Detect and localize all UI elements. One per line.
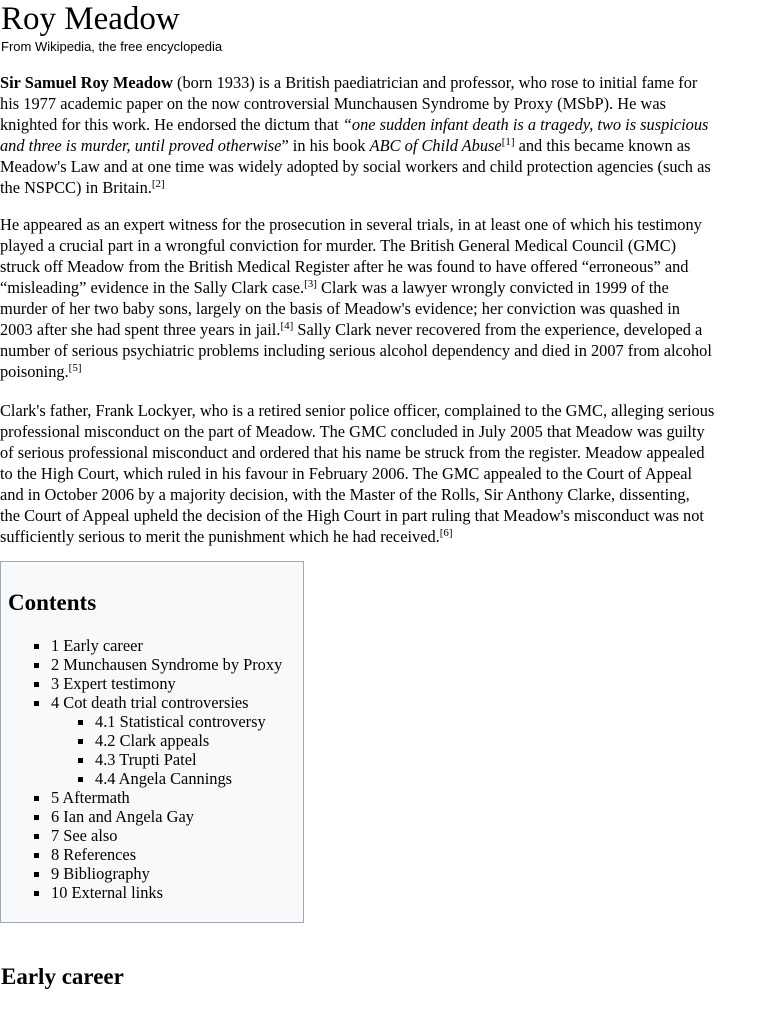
table-of-contents [0, 561, 304, 923]
text-run: sufficiently serious to merit the punishment which he had received. [0, 527, 440, 546]
text-run: 2003 after she had spent three years in jail. [0, 320, 281, 339]
text-run: “misleading” evidence in the Sally Clark case. [0, 278, 305, 297]
para-line: the Court of Appeal upheld the decision of the High Court in part ruling that Meadow's misconduct was not [0, 506, 704, 525]
bullet-icon [34, 701, 39, 706]
text-run: knighted for this work. He endorsed the dictum that [0, 115, 343, 134]
book-title-link[interactable]: ABC of Child Abuse [369, 136, 502, 155]
para-line: Meadow's Law and at one time was widely adopted by social workers and child protection agencies (such as [0, 157, 711, 176]
bullet-icon [78, 758, 83, 763]
bullet-icon [34, 682, 39, 687]
text-run: and this became known as [514, 136, 691, 155]
site-tagline: From Wikipedia, the free encyclopedia [1, 39, 223, 54]
bullet-icon [78, 739, 83, 744]
para-line [0, 361, 767, 382]
reference-link-4[interactable]: [4] [280, 320, 294, 332]
para-line [0, 277, 767, 298]
meadows-law-quote-cont: and three is murder, until proved otherwise [0, 136, 282, 155]
para-line [0, 177, 767, 198]
toc-item[interactable] [95, 769, 232, 788]
reference-link-3[interactable]: [3] [304, 278, 317, 290]
para-line: of serious professional misconduct and ordered that his name be struck from the register. Meadow appealed [0, 443, 705, 462]
para-line: He appeared as an expert witness for the prosecution in several trials, in at least one of which his testimony [0, 215, 702, 234]
toc-item[interactable] [95, 731, 209, 750]
para-line [0, 72, 767, 93]
section-heading-early-career: Early career [1, 964, 124, 990]
text-run: (born 1933) is a British paediatrician and professor, who rose to initial fame for [172, 73, 698, 92]
toc-item[interactable] [51, 655, 282, 674]
meadows-law-quote: “one sudden infant death is a tragedy, two is suspicious [342, 115, 709, 134]
para-line: his 1977 academic paper on the now controversial Munchausen Syndrome by Proxy (MSbP). He was [0, 94, 667, 113]
para-line: to the High Court, which ruled in his favour in February 2006. The GMC appealed to the Court of Appeal [0, 464, 693, 483]
para-line [0, 114, 767, 135]
bullet-icon [34, 891, 39, 896]
bullet-icon [34, 834, 39, 839]
para-line: professional misconduct on the part of Meadow. The GMC concluded in July 2005 that Meadow was guilty [0, 422, 705, 441]
toc-item-label: 4.1 Statistical controversy [95, 712, 266, 731]
bullet-icon [34, 663, 39, 668]
bullet-icon [78, 720, 83, 725]
para-line [0, 135, 767, 156]
toc-item[interactable] [51, 693, 249, 712]
toc-item-label: 2 Munchausen Syndrome by Proxy [51, 655, 283, 674]
bullet-icon [34, 853, 39, 858]
toc-item[interactable] [51, 636, 143, 655]
toc-item-label: 7 See also [51, 826, 118, 845]
toc-item[interactable] [95, 750, 197, 769]
toc-item-label: 6 Ian and Angela Gay [51, 807, 194, 826]
toc-item-label: 10 External links [51, 883, 163, 902]
text-run: Sally Clark never recovered from the experience, developed a [293, 320, 703, 339]
bullet-icon [78, 777, 83, 782]
para-line: and in October 2006 by a majority decision, with the Master of the Rolls, Sir Anthony Clarke, dissenting, [0, 485, 690, 504]
toc-item[interactable] [51, 788, 130, 807]
toc-item-label: 1 Early career [51, 636, 143, 655]
intro-paragraph-1 [0, 72, 768, 198]
toc-item-label: 4.4 Angela Cannings [95, 769, 233, 788]
bullet-icon [34, 815, 39, 820]
intro-paragraph-2 [0, 214, 768, 382]
para-line: struck off Meadow from the British Medical Register after he was found to have offered “erroneous” and [0, 257, 689, 276]
toc-item[interactable] [51, 826, 117, 845]
toc-item-label: 8 References [51, 845, 137, 864]
toc-item[interactable] [51, 845, 136, 864]
reference-link-6[interactable]: [6] [439, 527, 453, 539]
text-run: poisoning. [0, 362, 69, 381]
toc-item[interactable] [51, 807, 194, 826]
toc-item[interactable] [51, 674, 176, 693]
page-title: Roy Meadow [1, 1, 180, 37]
toc-item-label: 3 Expert testimony [51, 674, 176, 693]
toc-item-label: 4.3 Trupti Patel [95, 750, 197, 769]
reference-link-1[interactable]: [1] [501, 136, 515, 148]
para-line: murder of her two baby sons, largely on the basis of Meadow's evidence; her conviction was quashed in [0, 299, 680, 318]
para-line [0, 526, 767, 547]
reference-link-2[interactable]: [2] [151, 178, 165, 190]
toc-item-label: 9 Bibliography [51, 864, 150, 883]
para-line [0, 319, 767, 340]
toc-item[interactable] [51, 883, 163, 902]
para-line: number of serious psychiatric problems including serious alcohol dependency and died in 2007 from alcohol [0, 341, 712, 360]
toc-item-label: 4 Cot death trial controversies [51, 693, 249, 712]
toc-item-label: 5 Aftermath [51, 788, 130, 807]
toc-title: Contents [8, 590, 97, 615]
bullet-icon [34, 872, 39, 877]
text-run: the NSPCC) in Britain. [0, 178, 152, 197]
reference-link-5[interactable]: [5] [68, 362, 82, 374]
text-run: ” in his book [281, 136, 370, 155]
bullet-icon [34, 796, 39, 801]
toc-item[interactable] [51, 864, 150, 883]
intro-paragraph-3 [0, 400, 768, 547]
text-run: Clark was a lawyer wrongly convicted in 1999 of the [316, 278, 669, 297]
para-line: Clark's father, Frank Lockyer, who is a retired senior police officer, complained to the GMC, alleging serious [0, 401, 715, 420]
bullet-icon [34, 644, 39, 649]
para-line: played a crucial part in a wrongful conviction for murder. The British General Medical Council (GMC) [0, 236, 677, 255]
subject-name: Sir Samuel Roy Meadow [0, 73, 173, 92]
toc-item-label: 4.2 Clark appeals [95, 731, 210, 750]
toc-item[interactable] [95, 712, 266, 731]
